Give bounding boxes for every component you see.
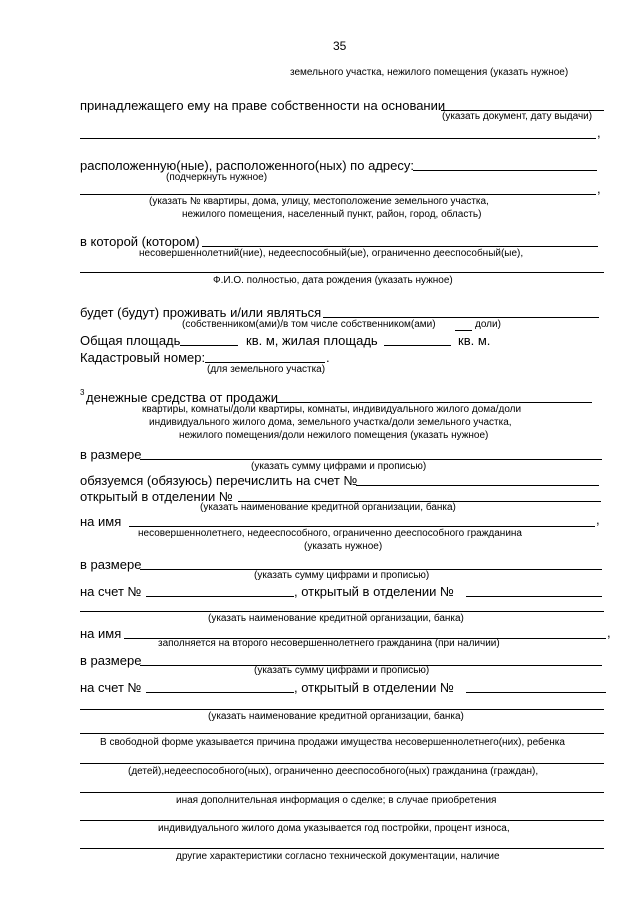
free-form-hint-2: (детей),недееспособного(ных), ограниченно дееспособного(ных) гражданина (граждан), <box>128 766 539 777</box>
citizen-hint: несовершеннолетнего, недееспособного, ограниченно дееспособного гражданина <box>138 528 522 539</box>
amount-label: в размере <box>80 447 142 462</box>
account-label-2: на счет № <box>80 584 142 599</box>
bank-hint: (указать наименование кредитной организации, банка) <box>200 502 456 513</box>
amount-hint: (указать сумму цифрами и прописью) <box>251 461 427 472</box>
free-form-line-1 <box>80 733 604 734</box>
name-line <box>129 526 595 527</box>
sale-object-hint-3: нежилого помещения/доли нежилого помещения (указать нужное) <box>179 430 489 441</box>
ownership-basis-hint: (указать документ, дату выдачи) <box>442 111 593 122</box>
share-line <box>455 330 472 331</box>
footnote-mark: 3 <box>80 388 85 397</box>
address-label: расположенную(ные), расположенного(ных) по адресу: <box>80 158 414 173</box>
address-line <box>413 170 597 171</box>
name-label-2: на имя <box>80 626 122 641</box>
amount-label-2: в размере <box>80 557 142 572</box>
resident-line-2 <box>80 272 604 273</box>
cadastral-label: Кадастровый номер: <box>80 350 206 365</box>
total-area-line <box>180 345 238 346</box>
branch-line-3 <box>466 692 606 693</box>
amount-label-3: в размере <box>80 653 142 668</box>
bank-line-3 <box>80 709 604 710</box>
will-reside-line <box>323 317 599 318</box>
free-form-line-4 <box>80 820 604 821</box>
resident-hint: несовершеннолетний(ние), недееспособный(ые), ограниченно дееспособный(ые), <box>139 248 524 259</box>
ownership-basis-label: принадлежащего ему на праве собственности на основании <box>80 98 446 113</box>
comma: , <box>596 512 600 527</box>
account-line-3 <box>146 692 294 693</box>
branch-label: открытый в отделении № <box>80 489 233 504</box>
living-area-line <box>384 345 451 346</box>
land-plot-hint: (для земельного участка) <box>207 364 326 375</box>
owner-hint: (собственником(ами)/в том числе собственником(ами) <box>182 319 436 330</box>
name-label: на имя <box>80 514 122 529</box>
underline-hint: (подчеркнуть нужное) <box>166 172 268 183</box>
address-hint-2: нежилого помещения, населенный пункт, район, город, область) <box>182 209 482 220</box>
amount-hint-3: (указать сумму цифрами и прописью) <box>254 665 430 676</box>
branch-label-3: , открытый в отделении № <box>294 680 454 695</box>
account-line <box>356 485 599 486</box>
branch-line-2 <box>466 596 602 597</box>
second-minor-hint: заполняется на второго несовершеннолетнего гражданина (при наличии) <box>158 638 500 649</box>
fio-hint: Ф.И.О. полностью, дата рождения (указать нужное) <box>213 275 453 286</box>
resident-label: в которой (котором) <box>80 234 200 249</box>
sqm-label: кв. м. <box>458 333 491 348</box>
will-reside-label: будет (будут) проживать и/или являться <box>80 305 322 320</box>
total-area-label: Общая площадь <box>80 333 181 348</box>
sale-object-hint-1: квартиры, комнаты/доли квартиры, комнаты, индивидуального жилого дома/доли <box>142 404 522 415</box>
comma: , <box>607 625 611 640</box>
comma: , <box>597 181 601 196</box>
account-label-3: на счет № <box>80 680 142 695</box>
free-form-hint-5: другие характеристики согласно технической документации, наличие <box>176 851 500 862</box>
cadastral-line <box>205 362 325 363</box>
free-form-hint-3: иная дополнительная информация о сделке; в случае приобретения <box>176 795 497 806</box>
specify-hint: (указать нужное) <box>304 541 383 552</box>
share-hint: доли) <box>475 319 501 330</box>
branch-label-2: , открытый в отделении № <box>294 584 454 599</box>
address-line-2 <box>80 194 596 195</box>
transfer-label: обязуемся (обязуюсь) перечислить на счет № <box>80 473 358 488</box>
property-type-caption: земельного участка, нежилого помещения (указать нужное) <box>290 67 569 78</box>
free-form-line-5 <box>80 848 604 849</box>
funds-line <box>276 402 592 403</box>
sale-object-hint-2: индивидуального жилого дома, земельного участка/доли земельного участка, <box>149 417 512 428</box>
address-hint-1: (указать № квартиры, дома, улицу, местоположение земельного участка, <box>149 196 489 207</box>
amount-hint-2: (указать сумму цифрами и прописью) <box>254 570 430 581</box>
free-form-hint-1: В свободной форме указывается причина продажи имущества несовершеннолетнего(них), ребенка <box>100 737 565 748</box>
funds-label: денежные средства от продажи <box>86 390 278 405</box>
bank-line-2 <box>80 611 604 612</box>
amount-line <box>140 459 602 460</box>
free-form-line-3 <box>80 792 604 793</box>
living-area-label: кв. м, жилая площадь <box>246 333 378 348</box>
free-form-hint-4: индивидуального жилого дома указывается год постройки, процент износа, <box>158 823 510 834</box>
bank-hint-3: (указать наименование кредитной организации, банка) <box>208 711 464 722</box>
bank-hint-2: (указать наименование кредитной организации, банка) <box>208 613 464 624</box>
free-form-line-2 <box>80 763 604 764</box>
cadastral-period: . <box>326 350 330 365</box>
page-number: 35 <box>333 39 347 53</box>
comma: , <box>597 125 601 140</box>
account-line-2 <box>146 596 294 597</box>
ownership-basis-line-2 <box>80 138 596 139</box>
resident-line <box>202 246 598 247</box>
